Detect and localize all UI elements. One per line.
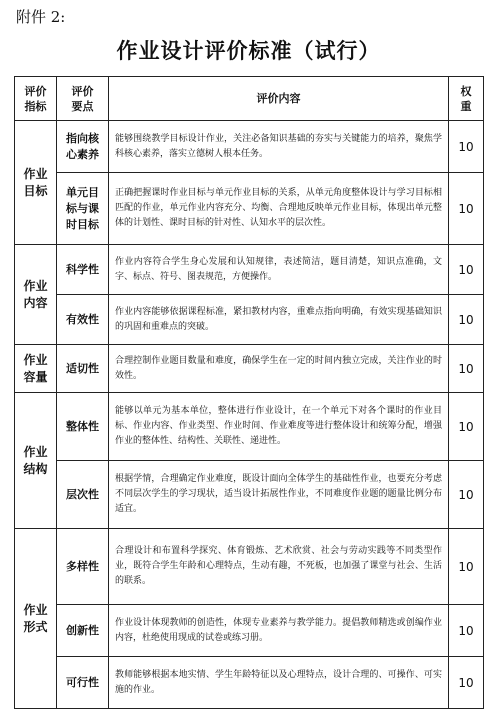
content-cell: 正确把握课时作业目标与单元作业目标的关系，从单元角度整体设计与学习目标相匹配的作业，单元作业内容充分、均衡、合理地反映单元作业目标，体现出单元整体的计划性、课时目标的针对性、认知水平的层次性。 [109, 173, 449, 245]
content-cell: 根据学情，合理确定作业难度，既设计面向全体学生的基础性作业，也要充分考虑不同层次学生的学习现状，适当设计拓展性作业，不同难度作业题的题量比例分布适宜。 [109, 461, 449, 529]
point-cell: 可行性 [57, 657, 109, 709]
table-row [15, 461, 484, 529]
content-cell: 教师能够根据本地实情、学生年龄特征以及心理特点，设计合理的、可操作、可实施的作业。 [109, 657, 449, 709]
point-cell: 适切性 [57, 345, 109, 393]
weight-cell: 10 [449, 657, 484, 709]
content-cell: 作业设计体现教师的创造性，体现专业素养与教学能力。提倡教师精选或创编作业内容，杜绝使用现成的试卷或练习册。 [109, 605, 449, 657]
weight-cell: 10 [449, 461, 484, 529]
point-cell: 整体性 [57, 393, 109, 461]
point-cell: 指向核 心素养 [57, 121, 109, 173]
weight-cell: 10 [449, 605, 484, 657]
table-row [15, 345, 484, 393]
header-content: 评价内容 [109, 77, 449, 121]
table-row [15, 657, 484, 709]
table-row [15, 245, 484, 295]
table-row [15, 529, 484, 605]
table-row [15, 393, 484, 461]
table-row [15, 605, 484, 657]
content-cell: 能够以单元为基本单位，整体进行作业设计，在一个单元下对各个课时的作业目标、作业内容、作业类型、作业时间、作业难度等进行整体设计和统筹分配，增强作业的整体性、结构性、关联性、递进性。 [109, 393, 449, 461]
weight-cell: 10 [449, 121, 484, 173]
point-cell: 创新性 [57, 605, 109, 657]
header-weight: 权 重 [449, 77, 484, 121]
weight-cell: 10 [449, 393, 484, 461]
content-cell: 合理设计和布置科学探究、体育锻炼、艺术欣赏、社会与劳动实践等不同类型作业，既符合学生年龄和心理特点，生动有趣，不死板，也加强了课堂与社会、生活的联系。 [109, 529, 449, 605]
indicator-cell: 作业 目标 [15, 121, 57, 245]
content-cell: 作业内容符合学生身心发展和认知规律，表述简洁，题目清楚，知识点准确，文字、标点、符号、图表规范，方便操作。 [109, 245, 449, 295]
table-row [15, 295, 484, 345]
weight-cell: 10 [449, 529, 484, 605]
table-header-row [15, 77, 484, 121]
weight-cell: 10 [449, 173, 484, 245]
indicator-cell: 作业 形式 [15, 529, 57, 709]
indicator-cell: 作业 结构 [15, 393, 57, 529]
table-row [15, 173, 484, 245]
indicator-cell: 作业 容量 [15, 345, 57, 393]
point-cell: 层次性 [57, 461, 109, 529]
attachment-label: 附件 2: [16, 8, 66, 26]
weight-cell: 10 [449, 245, 484, 295]
weight-cell: 10 [449, 295, 484, 345]
page-title: 作业设计评价标准（试行） [116, 38, 381, 63]
evaluation-table [14, 76, 484, 709]
point-cell: 单元目 标与课 时目标 [57, 173, 109, 245]
point-cell: 科学性 [57, 245, 109, 295]
point-cell: 多样性 [57, 529, 109, 605]
content-cell: 能够围绕教学目标设计作业，关注必备知识基础的夯实与关键能力的培养，聚焦学科核心素养，落实立德树人根本任务。 [109, 121, 449, 173]
point-cell: 有效性 [57, 295, 109, 345]
content-cell: 合理控制作业题目数量和难度，确保学生在一定的时间内独立完成，关注作业的时效性。 [109, 345, 449, 393]
indicator-cell: 作业 内容 [15, 245, 57, 345]
header-indicator: 评价 指标 [15, 77, 57, 121]
weight-cell: 10 [449, 345, 484, 393]
content-cell: 作业内容能够依据课程标准，紧扣教材内容，重难点指向明确，有效实现基础知识的巩固和重难点的突破。 [109, 295, 449, 345]
table-row [15, 121, 484, 173]
header-point: 评价 要点 [57, 77, 109, 121]
